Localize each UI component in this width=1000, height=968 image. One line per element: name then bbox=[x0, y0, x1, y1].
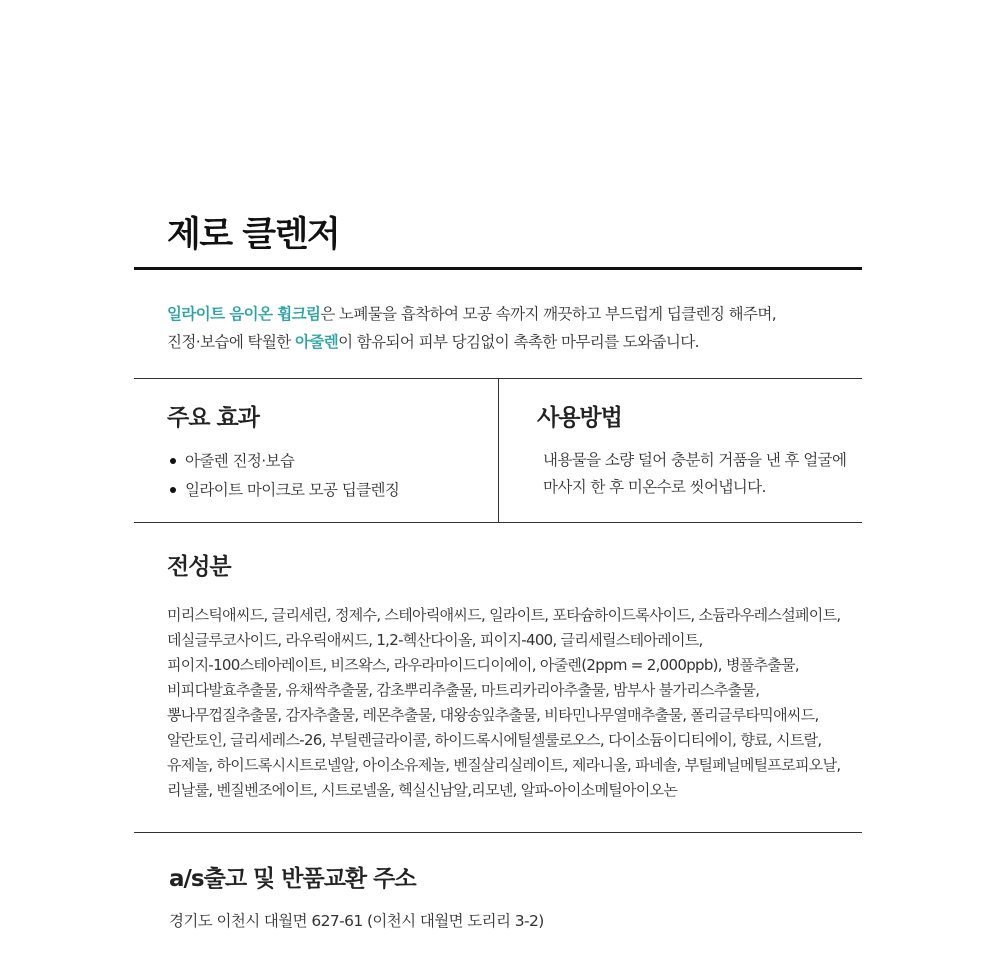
as-address-text: 경기도 이천시 대월면 627-61 (이천시 대월면 도리리 3-2) bbox=[169, 912, 544, 930]
section-divider bbox=[134, 832, 862, 833]
effects-item: 일라이트 마이크로 모공 딥클렌징 bbox=[167, 476, 399, 505]
ingredients-title: 전성분 bbox=[167, 554, 231, 580]
effects-item: 아줄렌 진정·보습 bbox=[167, 447, 399, 476]
product-title: 제로 클렌저 bbox=[167, 215, 340, 255]
ingredients-text: 미리스틱애씨드, 글리세린, 정제수, 스테아릭애씨드, 일라이트, 포타슘하이드록사이드, 소듐라우레스설페이트, 데실글루코사이드, 라우릭애씨드, 1,2-헥산다이올, 피이지-400, 글리세릴스테아레이트, 피이지-100스테아레이트, 비즈왁스, 라우라마이드디이에이, 아줄렌(2ppm = 2,000ppb), 병풀추출물, 비피다발효추출물, 유채싹추출물, 감초뿌리추출물, 마트리카리아추출물, 밤부사 불가리스추출물, 뽕나무껍질추출물, 감자추출물, 레몬추출물, 대왕송잎추출물, 비타민나무열매추출물, 폴리글루타믹애씨드, 알란토인, 글리세레스-26, 부틸렌글라이콜, 하이드록시에틸셀룰로오스, 다이소듐이디티에이, 향료, 시트랄, 유제놀, 하이드록시시트로넬알, 아이소유제놀, 벤질살리실레이트, 제라니올, 파네솔, 부틸페닐메틸프로피오날, 리날룰, 벤질벤조에이트, 시트로넬올, 헥실신남알,리모넨, 알파-아이소메틸아이오논 bbox=[167, 606, 841, 799]
effects-list bbox=[167, 447, 399, 505]
section-divider bbox=[134, 522, 862, 523]
product-info-section bbox=[134, 0, 862, 968]
as-address-title: a/s출고 및 반품교환 주소 bbox=[169, 866, 416, 892]
intro-text: 진정·보습에 탁월한 bbox=[167, 333, 295, 351]
usage-title: 사용방법 bbox=[537, 405, 622, 431]
intro-text: 은 노폐물을 흡착하여 모공 속까지 깨끗하고 부드럽게 딥클렌징 해주며, bbox=[320, 305, 777, 323]
intro-text: 이 함유되어 피부 당김없이 촉촉한 마무리를 도와줍니다. bbox=[338, 333, 699, 351]
intro-highlight-illite: 일라이트 음이온 휩크림 bbox=[167, 305, 321, 323]
title-divider bbox=[134, 267, 862, 270]
intro-line-1 bbox=[167, 300, 857, 328]
usage-line: 마사지 한 후 미온수로 씻어냅니다. bbox=[543, 478, 766, 496]
usage-line: 내용물을 소량 덜어 충분히 거품을 낸 후 얼굴에 bbox=[543, 451, 847, 469]
usage-text bbox=[543, 447, 858, 501]
product-intro bbox=[167, 300, 857, 356]
effects-title: 주요 효과 bbox=[167, 405, 259, 431]
column-divider bbox=[498, 378, 499, 523]
intro-line-2 bbox=[167, 328, 857, 356]
intro-highlight-azulene: 아줄렌 bbox=[294, 333, 339, 351]
